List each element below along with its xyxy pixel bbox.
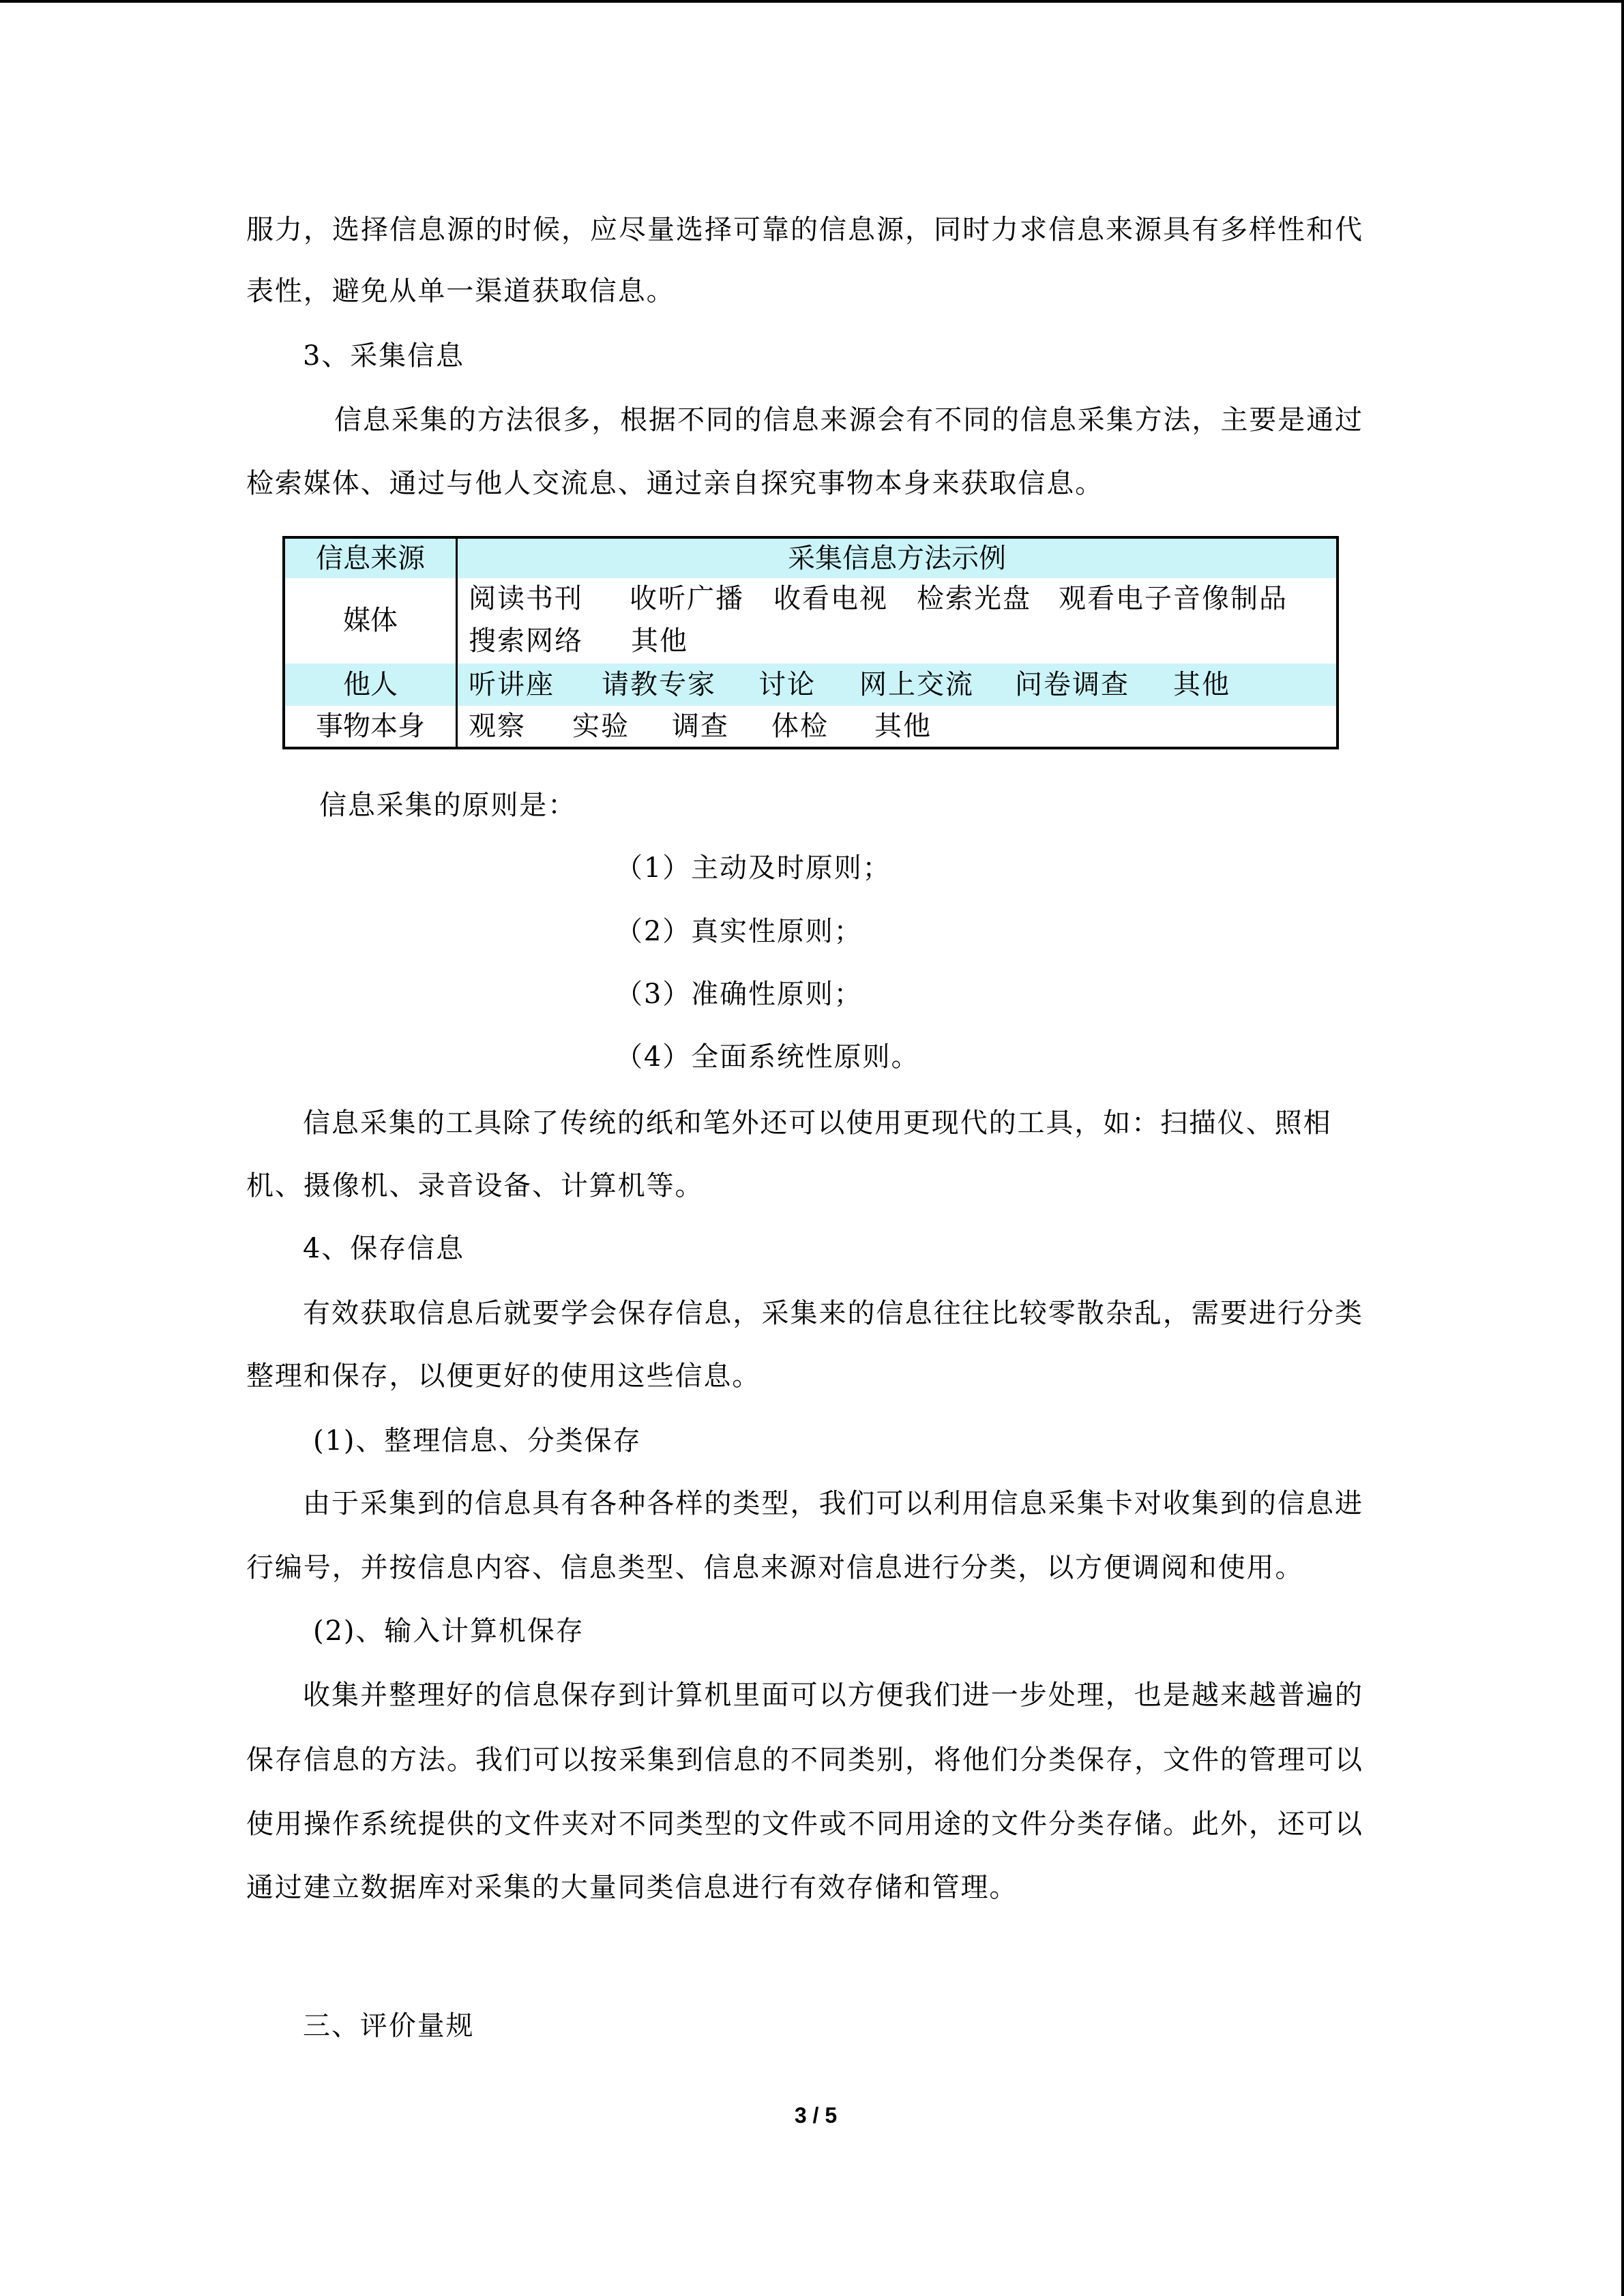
page-number: 3 / 5 <box>794 2103 838 2128</box>
principle-item: （3）准确性原则； <box>615 979 863 1010</box>
page-border-right <box>1621 0 1624 2296</box>
subheading-organize: (1)、整理信息、分类保存 <box>313 1425 642 1457</box>
collection-methods-table <box>282 536 1339 749</box>
source-paragraph-line: 表性，避免从单一渠道获取信息。 <box>246 275 675 307</box>
principle-item: （1）主动及时原则； <box>615 852 891 884</box>
principles-intro: 信息采集的原则是： <box>319 790 577 821</box>
computer-paragraph-line: 收集并整理好的信息保存到计算机里面可以方便我们进一步处理，也是越来越普遍的 <box>303 1680 1362 1711</box>
computer-paragraph-line: 保存信息的方法。我们可以按采集到信息的不同类别，将他们分类保存，文件的管理可以 <box>246 1744 1362 1776</box>
table-method-item: 体检 <box>771 711 829 742</box>
tools-paragraph-line: 机、摄像机、录音设备、计算机等。 <box>246 1170 704 1202</box>
table-method-item: 观看电子音像制品 <box>1059 583 1288 614</box>
table-method-item: 其他 <box>1173 669 1230 700</box>
table-row <box>285 664 1336 706</box>
table-method-item: 其他 <box>874 711 932 742</box>
table-method-item: 收看电视 <box>773 583 888 614</box>
page-border-top <box>0 0 1624 3</box>
subheading-computer: (2)、输入计算机保存 <box>313 1615 585 1647</box>
principle-item: （2）真实性原则； <box>615 916 863 947</box>
organize-paragraph-line: 行编号，并按信息内容、信息类型、信息来源对信息进行分类，以方便调阅和使用。 <box>246 1552 1304 1583</box>
table-row <box>285 578 1336 664</box>
table-method-item: 其他 <box>631 625 688 657</box>
table-method-item: 观察 <box>469 711 526 742</box>
table-header-methods: 采集信息方法示例 <box>788 543 1006 574</box>
source-paragraph-line: 服力，选择信息源的时候，应尽量选择可靠的信息源，同时力求信息来源具有多样性和代 <box>246 214 1362 245</box>
collect-methods-paragraph-line: 信息采集的方法很多，根据不同的信息来源会有不同的信息采集方法，主要是通过 <box>334 404 1362 436</box>
table-method-item: 听讲座 <box>469 669 555 700</box>
computer-paragraph-line: 使用操作系统提供的文件夹对不同类型的文件或不同用途的文件分类存储。此外，还可以 <box>246 1808 1362 1840</box>
table-method-item: 请教专家 <box>602 669 716 700</box>
table-cell-source: 他人 <box>343 669 398 700</box>
organize-paragraph-line: 由于采集到的信息具有各种各样的类型，我们可以利用信息采集卡对收集到的信息进 <box>303 1488 1362 1519</box>
table-method-item: 调查 <box>672 711 729 742</box>
table-method-item: 检索光盘 <box>917 583 1031 614</box>
table-header-row <box>285 539 1336 578</box>
table-cell-source: 事物本身 <box>316 711 425 742</box>
table-row <box>285 706 1336 747</box>
computer-paragraph-line: 通过建立数据库对采集的大量同类信息进行有效存储和管理。 <box>246 1872 1018 1903</box>
collect-methods-paragraph-line: 检索媒体、通过与他人交流息、通过亲自探究事物本身来获取信息。 <box>246 468 1104 499</box>
table-method-item: 实验 <box>572 711 630 742</box>
table-method-item: 讨论 <box>758 669 816 700</box>
save-paragraph-line: 整理和保存，以便更好的使用这些信息。 <box>246 1360 761 1392</box>
tools-paragraph-line: 信息采集的工具除了传统的纸和笔外还可以使用更现代的工具，如：扫描仪、照相 <box>303 1107 1332 1139</box>
table-column-divider <box>456 539 458 747</box>
table-method-item: 搜索网络 <box>469 625 583 657</box>
principle-item: （4）全面系统性原则。 <box>615 1041 920 1073</box>
table-method-item: 收听广播 <box>630 583 744 614</box>
table-method-item: 网上交流 <box>859 669 974 700</box>
section-heading-collect: 3、采集信息 <box>303 340 464 372</box>
table-cell-source: 媒体 <box>343 605 398 636</box>
table-method-item: 问卷调查 <box>1015 669 1130 700</box>
table-header-source: 信息来源 <box>316 543 425 574</box>
section-heading-save: 4、保存信息 <box>303 1233 464 1264</box>
table-method-item: 阅读书刊 <box>469 583 583 614</box>
section-heading-evaluation: 三、评价量规 <box>303 2010 475 2042</box>
save-paragraph-line: 有效获取信息后就要学会保存信息，采集来的信息往往比较零散杂乱，需要进行分类 <box>303 1298 1362 1329</box>
